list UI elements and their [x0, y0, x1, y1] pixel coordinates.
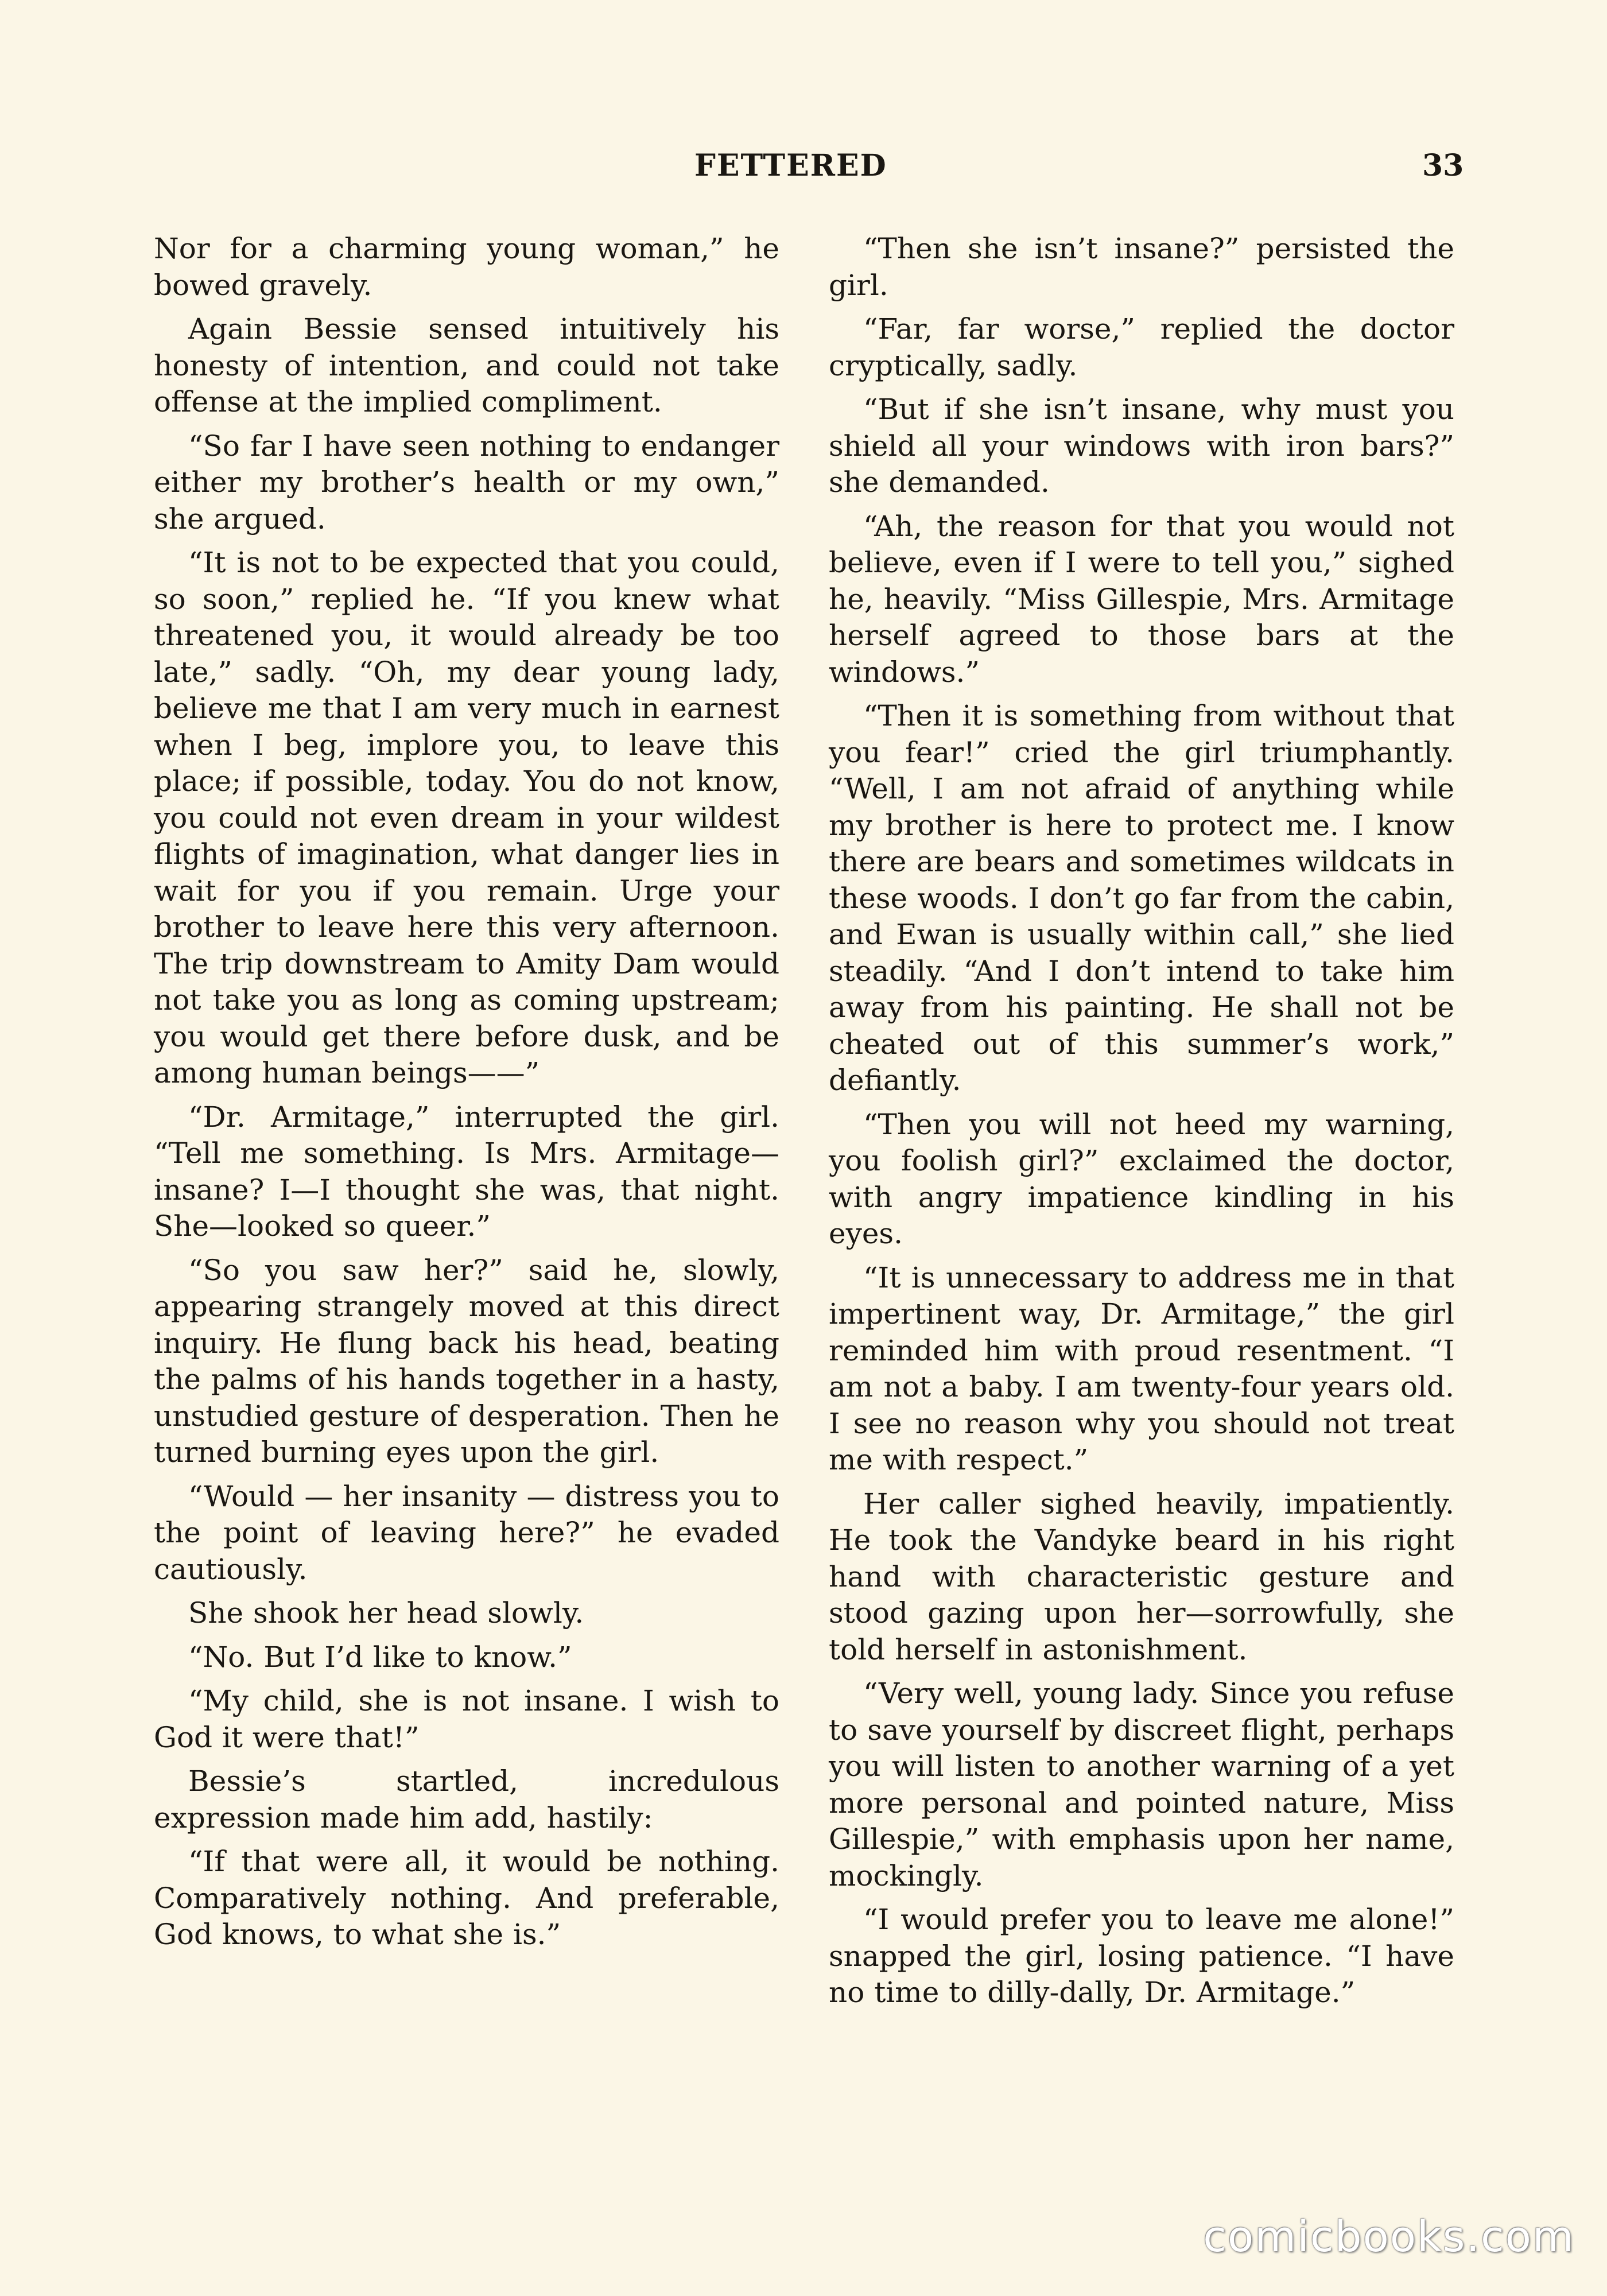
paragraph: “Then it is something from without that you fear!” cried the girl triumphantly. “Well, I am not afraid of anything while my brother is here to protect me. I know there are bears and sometimes wildcats in these woods. I don’t go far from the cabin, and Ewan is usually within call,” she lied steadily. “And I don’t intend to take him away from his painting. He shall not be cheated out of this summer’s work,” defiantly. [829, 699, 1454, 1097]
paragraph: “My child, she is not insane. I wish to God it were that!” [154, 1684, 779, 1754]
paragraph: “Very well, young lady. Since you refuse to save yourself by discreet flight, perhaps you will listen to another warning of a yet more personal and pointed nature, Miss Gillespie,” with emphasis upon her name, mockingly. [829, 1677, 1454, 1892]
left-column [154, 231, 779, 1961]
paragraph: “But if she isn’t insane, why must you shield all your windows with iron bars?” she demanded. [829, 393, 1454, 499]
paragraph: Her caller sighed heavily, impatiently. He took the Vandyke beard in his right hand with characteristic gesture and stood gazing upon her—sorrowfully, she told herself in astonishment. [829, 1487, 1454, 1666]
paragraph: “I would prefer you to leave me alone!” snapped the girl, losing patience. “I have no time to dilly-dally, Dr. Armitage.” [829, 1903, 1454, 2009]
paragraph: “Ah, the reason for that you would not believe, even if I were to tell you,” sighed he, heavily. “Miss Gillespie, Mrs. Armitage herself agreed to those bars at the windows.” [829, 509, 1454, 689]
paragraph: “Dr. Armitage,” interrupted the girl. “Tell me something. Is Mrs. Armitage—insane? I—I thought she was, that night. She—looked so queer.” [154, 1100, 779, 1243]
paragraph: “If that were all, it would be nothing. Comparatively nothing. And preferable, God knows, to what she is.” [154, 1845, 779, 1951]
paragraph: “Far, far worse,” replied the doctor cryptically, sadly. [829, 312, 1454, 382]
site-watermark: comicbooks.com [1203, 2212, 1575, 2262]
right-column [829, 231, 1454, 2019]
paragraph: “So far I have seen nothing to endanger either my brother’s health or my own,” she argued. [154, 429, 779, 536]
paragraph: “So you saw her?” said he, slowly, appearing strangely moved at this direct inquiry. He flung back his head, beating the palms of his hands together in a hasty, unstudied gesture of desperation. Then he turned burning eyes upon the girl. [154, 1253, 779, 1469]
paragraph: “Would — her insanity — distress you to the point of leaving here?” he evaded cautiously. [154, 1479, 779, 1586]
running-title: FETTERED [694, 148, 887, 183]
paragraph: Bessie’s startled, incredulous expression made him add, hastily: [154, 1764, 779, 1835]
paragraph: “It is not to be expected that you could, so soon,” replied he. “If you knew what threatened you, it would already be too late,” sadly. “Oh, my dear young lady, believe me that I am very much in earnest when I beg, implore you, to leave this place; if possible, today. You do not know, you could not even dream in your wildest flights of imagination, what danger lies in wait for you if you remain. Urge your brother to leave here this very afternoon. The trip downstream to Amity Dam would not take you as long as coming upstream; you would get there before dusk, and be among human beings——” [154, 546, 779, 1089]
paragraph: Again Bessie sensed intuitively his honesty of intention, and could not take offense at the implied compliment. [154, 312, 779, 418]
paragraph: “No. But I’d like to know.” [188, 1640, 572, 1674]
paragraph: “It is unnecessary to address me in that impertinent way, Dr. Armitage,” the girl reminded him with proud resentment. “I am not a baby. I am twenty-four years old. I see no reason why you should not treat me with respect.” [829, 1261, 1454, 1476]
page-number: 33 [1422, 148, 1464, 183]
paragraph: “Then you will not heed my warning, you foolish girl?” exclaimed the doctor, with angry impatience kindling in his eyes. [829, 1107, 1454, 1250]
paragraph: Nor for a charming young woman,” he bowed gravely. [154, 232, 779, 302]
paragraph: “Then she isn’t insane?” persisted the girl. [829, 232, 1454, 302]
paragraph: She shook her head slowly. [188, 1596, 584, 1630]
